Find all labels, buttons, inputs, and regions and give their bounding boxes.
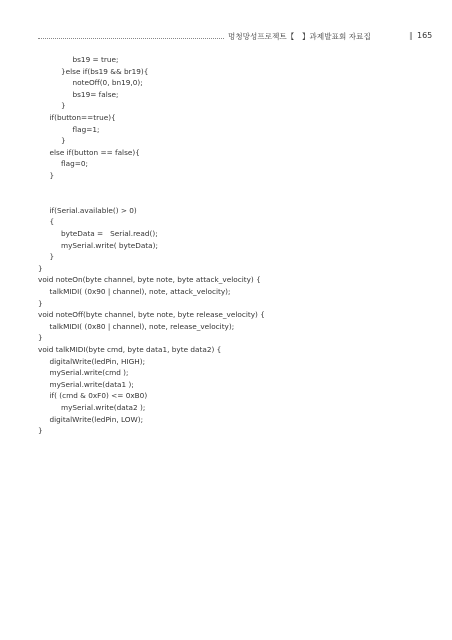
code-line: flag=1; [72,124,100,134]
header-title: 멍청망성프로젝트【 】과제발표회 자료집 [228,32,371,41]
code-line: if(Serial.available() > 0) [49,205,137,215]
code-line: talkMIDI( (0x80 | channel), note, release_velocity); [49,321,235,331]
code-line: } [38,333,43,343]
code-line: } [49,171,55,180]
code-line: mySerial.write(data1 ); [49,379,134,389]
code-line: mySerial.write(data2 ); [61,403,146,412]
code-line: byteData = Serial.read(); [61,229,158,238]
code-line: } [61,101,66,111]
code-line: { [49,217,55,227]
code-line: void noteOff(byte channel, byte note, byte release_velocity) { [38,310,265,320]
code-line: talkMIDI( (0x90 | channel), note, attack_velocity); [49,287,231,296]
code-line: } [61,136,66,146]
code-line: noteOff(0, bn19,0); [72,78,143,88]
code-line: mySerial.write( byteData); [61,240,158,250]
page-header [38,30,433,44]
code-line: digitalWrite(ledPin, HIGH); [49,356,146,366]
page-number: 165 [417,31,433,40]
code-line: digitalWrite(ledPin, LOW); [49,414,144,424]
code-line: bs19 = true; [72,55,119,64]
code-line: mySerial.write(cmd ); [49,368,129,378]
code-line: void noteOn(byte channel, byte note, byte attack_velocity) { [38,275,261,285]
code-line: }else if(bs19 && br19){ [61,66,149,76]
header-dotted-rule [38,38,224,39]
code-line: if(button==true){ [49,113,116,122]
code-line: flag=0; [61,159,88,169]
header-separator: ‖ [409,31,413,40]
code-line: else if(button == false){ [49,147,140,157]
code-line: void talkMIDI(byte cmd, byte data1, byte data2) { [38,345,222,354]
code-line: if( (cmd & 0xF0) <= 0xB0) [49,391,148,401]
code-line: } [38,263,43,273]
code-line: } [49,252,55,262]
code-line: } [38,426,43,436]
code-line: } [38,298,43,308]
code-line: bs19= false; [72,89,119,99]
